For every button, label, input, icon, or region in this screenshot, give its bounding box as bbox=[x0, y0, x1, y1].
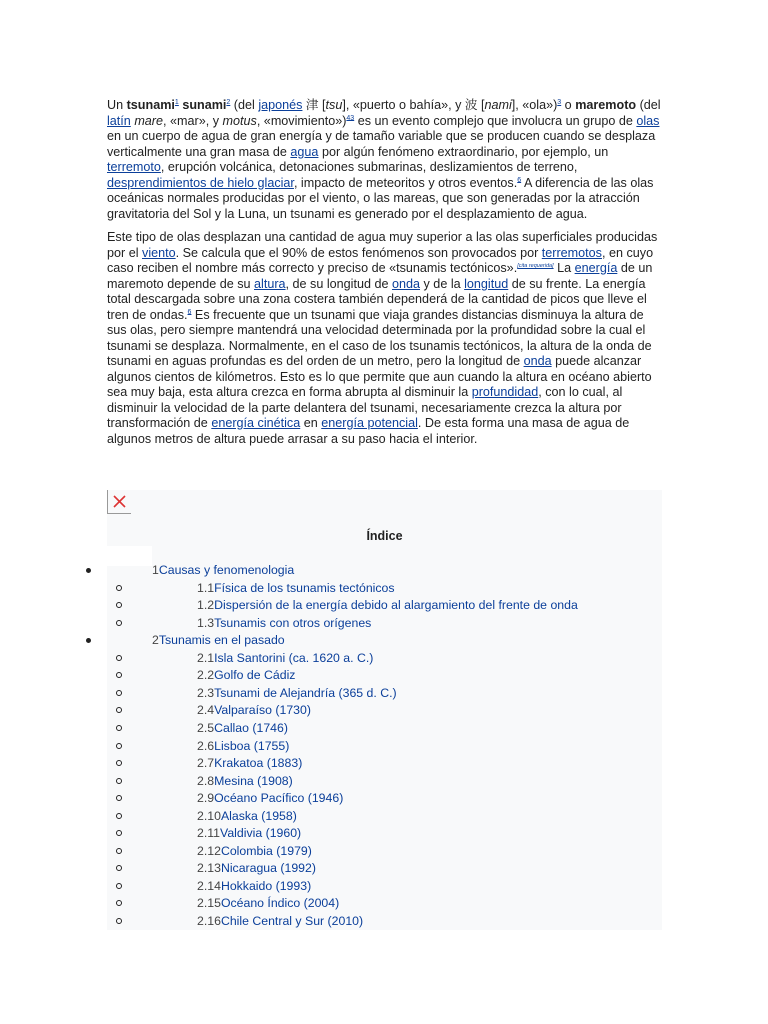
link-onda[interactable]: onda bbox=[391, 276, 421, 291]
ref-link[interactable]: 3 bbox=[557, 98, 562, 106]
text: . De esta forma una masa de agua de algunos metros de altura puede arrasar a su paso hacia el interior. bbox=[107, 416, 630, 446]
link-terremoto[interactable]: terremoto bbox=[107, 160, 161, 174]
term-tsunami: tsunami bbox=[126, 98, 175, 112]
text: de su frente. La energía total descargada sobre una zona costera también dependerá de la cantidad de picos que lleve el tren de ondas. bbox=[107, 276, 647, 322]
link-energia-cinetica[interactable]: energía cinética bbox=[211, 416, 301, 430]
toc-item-2-8[interactable] bbox=[197, 773, 293, 789]
toc-item-label: Isla Santorini (ca. 1620 a. C.) bbox=[214, 651, 374, 665]
cite-needed-link[interactable]: [cita requerida] bbox=[517, 262, 554, 269]
text: en bbox=[300, 416, 322, 430]
toc-item-number: 2.6 bbox=[197, 739, 215, 753]
toc-item-number: 2.2 bbox=[197, 668, 215, 682]
toc-item-number: 2.14 bbox=[197, 879, 221, 893]
link-energia-potencial[interactable]: energía potencial bbox=[321, 416, 418, 430]
toc-item-label: Física de los tsunamis tectónicos bbox=[214, 581, 395, 595]
text: , impacto de meteoritos y otros eventos. bbox=[293, 175, 518, 190]
toc-item-label: Valparaíso (1730) bbox=[214, 703, 311, 717]
text: La bbox=[553, 261, 575, 275]
toc-item-2-7[interactable] bbox=[197, 755, 302, 771]
term-maremoto: maremoto bbox=[575, 98, 637, 112]
toc-item-1[interactable] bbox=[152, 562, 294, 578]
link-energia[interactable]: energía bbox=[574, 261, 618, 275]
toc-item-number: 2.10 bbox=[197, 809, 221, 823]
toc-item-number: 2.9 bbox=[197, 791, 215, 805]
toc-item-2-2[interactable] bbox=[197, 667, 295, 683]
text: ], «ola») bbox=[511, 98, 558, 112]
link-profundidad[interactable]: profundidad bbox=[471, 385, 539, 399]
toc-item-2-4[interactable] bbox=[197, 702, 311, 718]
ref-link[interactable]: 6 bbox=[187, 308, 192, 316]
paragraph-intro bbox=[107, 98, 663, 222]
text: 津 [ bbox=[302, 98, 326, 112]
link-japones[interactable]: japonés bbox=[258, 98, 303, 112]
text: y de la bbox=[420, 276, 465, 291]
toc-title: Índice bbox=[366, 529, 403, 543]
ref-link[interactable]: 43 bbox=[346, 114, 355, 122]
toc-item-2-10[interactable] bbox=[197, 808, 297, 824]
link-onda-2[interactable]: onda bbox=[523, 354, 552, 368]
toc-item-label: Tsunamis en el pasado bbox=[158, 633, 285, 647]
broken-image-icon bbox=[113, 495, 126, 508]
toc-item-number: 1 bbox=[152, 563, 159, 577]
toc-item-number: 1.2 bbox=[197, 598, 215, 612]
toc-item-number: 2.16 bbox=[197, 914, 221, 928]
toc-item-2-6[interactable] bbox=[197, 738, 289, 754]
paragraph-energy bbox=[107, 230, 663, 447]
toc-item-label: Nicaragua (1992) bbox=[220, 861, 316, 875]
text: es un evento complejo que involucra un grupo de bbox=[354, 113, 637, 128]
toc-item-2-14[interactable] bbox=[197, 878, 311, 894]
text: Este tipo de olas desplazan una cantidad de agua muy superior a las olas superficiales producidas por el bbox=[107, 230, 658, 260]
toc-bullet-disc bbox=[86, 568, 91, 573]
toc-item-label: Valdivia (1960) bbox=[220, 826, 302, 840]
text: ], «puerto o bahía», y 波 [ bbox=[342, 98, 485, 112]
toc-box-cutout bbox=[107, 546, 152, 566]
toc-bullet-circle bbox=[116, 743, 122, 749]
toc-item-label: Callao (1746) bbox=[214, 721, 288, 735]
toc-bullet-circle bbox=[116, 760, 122, 766]
toc-item-label: Mesina (1908) bbox=[214, 774, 293, 788]
toc-item-2-5[interactable] bbox=[197, 720, 288, 736]
toc-item-1-2[interactable] bbox=[197, 597, 578, 613]
term-motus: motus bbox=[222, 113, 257, 128]
text: , en cuyo caso reciben el nombre más correcto y preciso de «tsunamis tectónicos». bbox=[107, 245, 654, 275]
text: (del bbox=[636, 98, 661, 112]
broken-image bbox=[107, 490, 131, 514]
text: . Se calcula que el 90% de estos fenómenos son provocados por bbox=[175, 245, 542, 260]
toc-item-number: 2 bbox=[152, 633, 159, 647]
text: en un cuerpo de agua de gran energía y de tamaño variable que se producen cuando se desplaza verticalmente una gran masa de bbox=[107, 129, 656, 159]
toc-bullet-disc bbox=[86, 638, 91, 643]
ref-link[interactable]: 6 bbox=[517, 176, 522, 184]
toc-item-number: 2.1 bbox=[197, 651, 215, 665]
toc-bullet-circle bbox=[116, 602, 122, 608]
text: A diferencia de las olas oceánicas normales producidas por el viento, o las mareas, que son generadas por la atracción gravitatoria del Sol y la Luna, un tsunami es generado por el desplazamiento de agua. bbox=[107, 175, 654, 221]
toc-item-2-15[interactable] bbox=[197, 895, 339, 911]
toc-item-label: Lisboa (1755) bbox=[214, 739, 290, 753]
toc-item-number: 2.15 bbox=[197, 896, 221, 910]
toc-item-2-1[interactable] bbox=[197, 650, 373, 666]
toc-item-number: 2.3 bbox=[197, 686, 215, 700]
toc-item-number: 1.3 bbox=[197, 616, 215, 630]
toc-item-number: 2.7 bbox=[197, 756, 215, 770]
toc-item-2-12[interactable] bbox=[197, 843, 312, 859]
toc-item-number: 2.13 bbox=[197, 861, 221, 875]
link-terremotos[interactable]: terremotos bbox=[541, 245, 602, 260]
toc-item-number: 2.4 bbox=[197, 703, 215, 717]
article-body bbox=[107, 98, 663, 455]
text: puede alcanzar algunos cientos de kilómetros. Esto es lo que permite que aun cuando la altura en océano abierto sea muy baja, esta altura crezca en forma abrupta al disminuir la bbox=[107, 354, 652, 399]
link-agua[interactable]: agua bbox=[290, 144, 319, 159]
toc-item-2-16[interactable] bbox=[197, 913, 363, 929]
text: de un maremoto depende de su bbox=[107, 261, 653, 291]
toc-bullet-circle bbox=[116, 883, 122, 889]
toc-bullet-circle bbox=[116, 900, 122, 906]
toc-item-label: Tsunami de Alejandría (365 d. C.) bbox=[214, 686, 397, 700]
text: (del bbox=[230, 98, 259, 112]
toc-item-number: 1.1 bbox=[197, 581, 215, 595]
link-altura[interactable]: altura bbox=[254, 276, 286, 291]
toc-bullet-circle bbox=[116, 655, 122, 661]
toc-item-number: 2.11 bbox=[197, 826, 221, 840]
toc-item-label: Océano Índico (2004) bbox=[220, 896, 340, 910]
toc-item-label: Krakatoa (1883) bbox=[214, 756, 303, 770]
toc-bullet-circle bbox=[116, 672, 122, 678]
toc-item-label: Causas y fenomenologia bbox=[158, 563, 295, 577]
toc-item-2-11[interactable] bbox=[197, 825, 301, 841]
toc-bullet-circle bbox=[116, 725, 122, 731]
toc-item-label: Tsunamis con otros orígenes bbox=[214, 616, 372, 630]
toc-bullet-circle bbox=[116, 795, 122, 801]
toc-item-1-3[interactable] bbox=[197, 615, 371, 631]
toc-item-2-3[interactable] bbox=[197, 685, 397, 701]
toc-bullet-circle bbox=[116, 848, 122, 854]
text: o bbox=[561, 98, 576, 112]
toc-item-1-1[interactable] bbox=[197, 580, 395, 596]
link-olas[interactable]: olas bbox=[636, 113, 660, 128]
ref-link[interactable]: 1 bbox=[174, 98, 179, 106]
toc-item-label: Océano Pacífico (1946) bbox=[214, 791, 344, 805]
text: , «movimiento») bbox=[256, 113, 347, 128]
toc-item-2[interactable] bbox=[152, 632, 285, 648]
text: Un bbox=[107, 98, 127, 112]
toc-bullet-circle bbox=[116, 690, 122, 696]
link-longitud[interactable]: longitud bbox=[464, 276, 509, 291]
term-tsu: tsu bbox=[325, 98, 343, 112]
toc-item-number: 2.5 bbox=[197, 721, 215, 735]
toc-bullet-circle bbox=[116, 865, 122, 871]
toc-item-label: Colombia (1979) bbox=[220, 844, 312, 858]
text: , «mar», y bbox=[163, 113, 223, 128]
ref-link[interactable]: 2 bbox=[226, 98, 231, 106]
toc-item-2-9[interactable] bbox=[197, 790, 343, 806]
text: , de su longitud de bbox=[285, 276, 392, 291]
text: , erupción volcánica, detonaciones submarinas, deslizamientos de terreno, bbox=[160, 160, 578, 174]
toc-box bbox=[107, 490, 662, 930]
term-sunami: sunami bbox=[182, 98, 227, 112]
toc-bullet-circle bbox=[116, 707, 122, 713]
cite-needed[interactable] bbox=[517, 262, 553, 269]
link-viento[interactable]: viento bbox=[142, 245, 176, 260]
toc-item-label: Chile Central y Sur (2010) bbox=[220, 914, 364, 928]
text: Es frecuente que un tsunami que viaja grandes distancias disminuya la altura de sus olas, pero siempre mantendrá una velocidad determinada por la profundidad sobre la cual el tsunami se desplaza. Normalmente, en el caso de los tsunamis tectónicos, la altura de la onda de tsunami en aguas profundas es del orden de un metro, pero la longitud de bbox=[107, 307, 652, 368]
toc-item-label: Dispersión de la energía debido al alargamiento del frente de onda bbox=[214, 598, 578, 612]
link-desprendimientos[interactable]: desprendimientos de hielo glaciar bbox=[107, 175, 294, 190]
toc-bullet-circle bbox=[116, 813, 122, 819]
toc-bullet-circle bbox=[116, 830, 122, 836]
text: por algún fenómeno extraordinario, por ejemplo, un bbox=[318, 144, 609, 159]
text: , con lo cual, al disminuir la velocidad de la parte delantera del tsunami, necesariamente crezca la altura por transformación de bbox=[107, 385, 623, 430]
toc-bullet-circle bbox=[116, 918, 122, 924]
toc-item-number: 2.12 bbox=[197, 844, 221, 858]
toc-item-label: Golfo de Cádiz bbox=[214, 668, 296, 682]
toc-bullet-circle bbox=[116, 585, 122, 591]
link-latin[interactable]: latín bbox=[107, 113, 131, 128]
term-mare: mare bbox=[134, 113, 164, 128]
toc-item-label: Hokkaido (1993) bbox=[220, 879, 312, 893]
toc-item-number: 2.8 bbox=[197, 774, 215, 788]
toc-item-label: Alaska (1958) bbox=[220, 809, 297, 823]
toc-bullet-circle bbox=[116, 778, 122, 784]
toc-item-2-13[interactable] bbox=[197, 860, 316, 876]
toc-bullet-circle bbox=[116, 620, 122, 626]
term-nami: nami bbox=[484, 98, 512, 112]
